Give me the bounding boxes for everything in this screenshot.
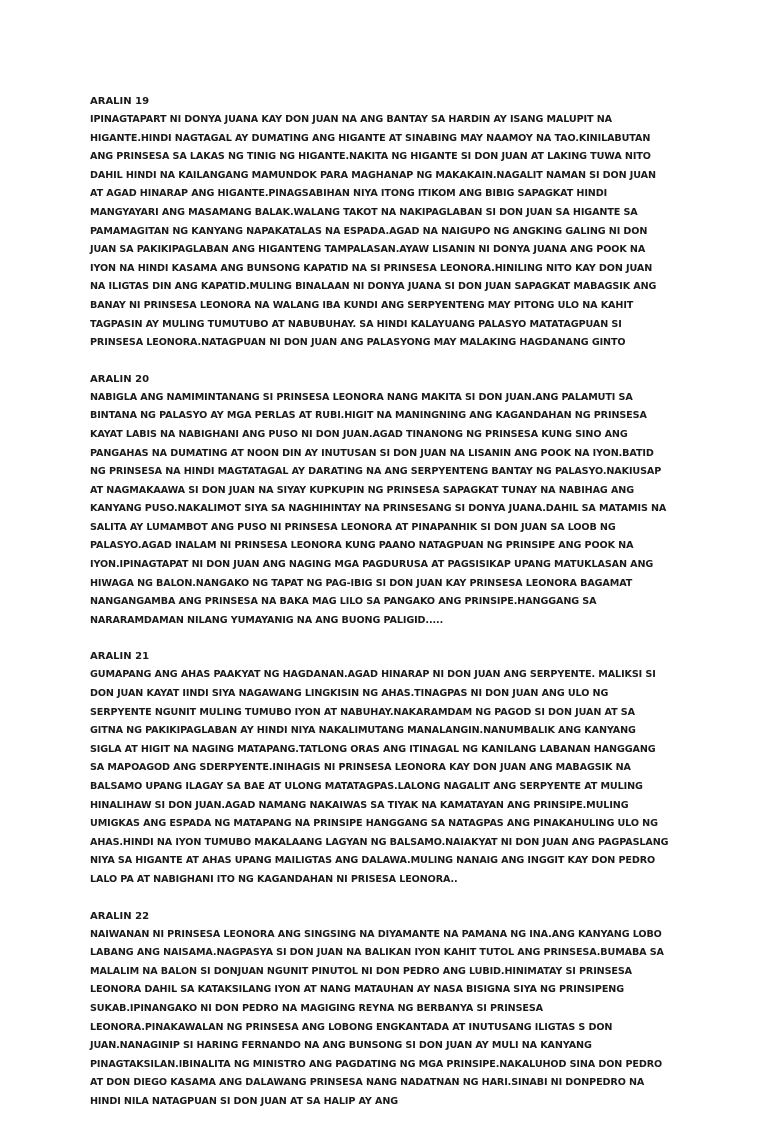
lesson-section-19: [90, 92, 670, 353]
document-body: [90, 92, 670, 1129]
lesson-text: NABIGLA ANG NAMIMINTANANG SI PRINSESA LEONORA NANG MAKITA SI DON JUAN.ANG PALAMUTI SA BINTANA NG PALASYO AY MGA PERLAS AT RUBI.HIGIT NA MANINGNING ANG KAGANDAHAN NG PRINSESA KAYAT LABIS NA NABIGHANI ANG PUSO NI DON JUAN.AGAD TINANONG NG PRINSESA KUNG SINO ANG PANGAHAS NA DUMATING AT NOON DIN AY INUTUSAN SI DON JUAN NA LISANIN ANG POOK NA IYON.BATID NG PRINSESA NA HINDI MAGTATAGAL AY DARATING NA ANG SERPYENTENG BANTAY NG PALASYO.NAKIUSAP AT NAGMAKAAWA SI DON JUAN NA SIYAY KUPKUPIN NG PRINSESA SAPAGKAT TUNAY NA NABIHAG ANG KANYANG PUSO.NAKALIMOT SIYA SA NAGHIHINTAY NA PRINSESANG SI DONYA JUANA.DAHIL SA MATAMIS NA SALITA AY LUMAMBOT ANG PUSO NI PRINSESA LEONORA AT PINAPANHIK SI DON JUAN SA LOOB NG PALASYO.AGAD INALAM NI PRINSESA LEONORA KUNG PAANO NATAGPUAN NG PRINSIPE ANG POOK NA IYON.IPINAGTAPAT NI DON JUAN ANG NAGING MGA PAGDURUSA AT PAGSISIKAP UPANG MATUKLASAN ANG HIWAGA NG BALON.NANGAKO NG TAPAT NG PAG-IBIG SI DON JUAN KAY PRINSESA LEONORA BAGAMAT NANGANGAMBA ANG PRINSESA NA BAKA MAG LILO SA PANGAKO ANG PRINSIPE.HANGGANG SA NARARAMDAMAN NILANG YUMAYANIG NA ANG BUONG PALIGID.....: [90, 391, 667, 626]
lesson-heading: ARALIN 22: [90, 910, 150, 922]
lesson-text: NAIWANAN NI PRINSESA LEONORA ANG SINGSING NA DIYAMANTE NA PAMANA NG INA.ANG KANYANG LOBO LABANG ANG NAISAMA.NAGPASYA SI DON JUAN NA BALIKAN IYON KAHIT TUTOL ANG PRINSESA.BUMABA SA MALALIM NA BALON SI DONJUAN NGUNIT PINUTOL NI DON PEDRO ANG LUBID.HINIMATAY SI PRINSESA LEONORA DAHIL SA KATAKSILANG IYON AT NANG MATAUHAN AY NASA BISIGNA SIYA NG PRINSIPENG SUKAB.IPINANGAKO NI DON PEDRO NA MAGIGING REYNA NG BERBANYA SI PRINSESA LEONORA.PINAKAWALAN NG PRINSESA ANG LOBONG ENGKANTADA AT INUTUSANG ILIGTAS S DON JUAN.NANAGINIP SI HARING FERNANDO NA ANG BUNSONG SI DON JUAN AY MULI NA KANYANG PINAGTAKSILAN.IBINALITA NG MINISTRO ANG PAGDATING NG MGA PRINSIPE.NAKALUHOD SINA DON PEDRO AT DON DIEGO KASAMA ANG DALAWANG PRINSESA NANG NADATNAN NG HARI.SINABI NI DONPEDRO NA HINDI NILA NATAGPUAN SI DON JUAN AT SA HALIP AY ANG: [90, 928, 664, 1107]
lesson-section-20: [90, 370, 670, 631]
lesson-text: IPINAGTAPART NI DONYA JUANA KAY DON JUAN NA ANG BANTAY SA HARDIN AY ISANG MALUPIT NA HIGANTE.HINDI NAGTAGAL AY DUMATING ANG HIGANTE AT SINABING MAY NAAMOY NA TAO.KINILABUTAN ANG PRINSESA SA LAKAS NG TINIG NG HIGANTE.NAKITA NG HIGANTE SI DON JUAN AT LAKING TUWA NITO DAHIL HINDI NA KAILANGANG MAMUNDOK PARA MAGHANAP NG MAKAKAIN.NAGALIT NAMAN SI DON JUAN AT AGAD HINARAP ANG HIGANTE.PINAGSABIHAN NIYA ITONG ITIKOM ANG BIBIG SAPAGKAT HINDI MANGYAYARI ANG MASAMANG BALAK.WALANG TAKOT NA NAKIPAGLABAN SI DON JUAN SA HIGANTE SA PAMAMAGITAN NG KANYANG NAPAKATALAS NA ESPADA.AGAD NA NAIGUPO NG ANGKING GALING NI DON JUAN SA PAKIKIPAGLABAN ANG HIGANTENG TAMPALASAN.AYAW LISANIN NI DONYA JUANA ANG POOK NA IYON NA HINDI KASAMA ANG BUNSONG KAPATID NA SI PRINSESA LEONORA.HINILING NITO KAY DON JUAN NA ILIGTAS DIN ANG KAPATID.MULING BINALAAN NI DONYA JUANA SI DON JUAN SAPAGKAT MABAGSIK ANG BANAY NI PRINSESA LEONORA NA WALANG IBA KUNDI ANG SERPYENTENG MAY PITONG ULO NA KAHIT TAGPASIN AY MULING TUMUTUBO AT NABUBUHAY. SA HINDI KALAYUANG PALASYO MATATAGPUAN SI PRINSESA LEONORA.NATAGPUAN NI DON JUAN ANG PALASYONG MAY MALAKING HAGDANANG GINTO: [90, 114, 657, 349]
lesson-heading: ARALIN 21: [90, 651, 150, 663]
lesson-heading: ARALIN 19: [90, 96, 150, 107]
lesson-section-21: [90, 647, 670, 889]
lesson-section-22: [90, 907, 670, 1112]
lesson-heading: ARALIN 20: [90, 373, 150, 385]
lesson-text: GUMAPANG ANG AHAS PAAKYAT NG HAGDANAN.AGAD HINARAP NI DON JUAN ANG SERPYENTE. MALIKSI SI DON JUAN KAYAT IINDI SIYA NAGAWANG LINGKISIN NG AHAS.TINAGPAS NI DON JUAN ANG ULO NG SERPYENTE NGUNIT MULING TUMUBO IYON AT NABUHAY.NAKARAMDAM NG PAGOD SI DON JUAN AT SA GITNA NG PAKIKIPAGLABAN AY HINDI NIYA NAKALIMUTANG MANALANGIN.NANUMBALIK ANG KANYANG SIGLA AT HIGIT NA NAGING MATAPANG.TATLONG ORAS ANG ITINAGAL NG KANILANG LABANAN HANGGANG SA MAPOAGOD ANG SDERPYENTE.INIHAGIS NI PRINSESA LEONORA KAY DON JUAN ANG MABAGSIK NA BALSAMO UPANG ILAGAY SA BAE AT ULONG MATATAGPAS.LALONG NAGALIT ANG SERPYENTE AT MULING HINALIHAW SI DON JUAN.AGAD NAMANG NAKAIWAS SA TIYAK NA KAMATAYAN ANG PRINSIPE.MULING UMIGKAS ANG ESPADA NG MATAPANG NA PRINSIPE HANGGANG SA NATAGPAS ANG PINAKAHULING ULO NG AHAS.HINDI NA IYON TUMUBO MAKALAANG LAGYAN NG BALSAMO.NAIAKYAT NI DON JUAN ANG PAGPASLANG NIYA SA HIGANTE AT AHAS UPANG MAILIGTAS ANG DALAWA.MULING NANAIG ANG INGGIT KAY DON PEDRO LALO PA AT NABIGHANI ITO NG KAGANDAHAN NI PRISESA LEONORA..: [90, 669, 669, 885]
